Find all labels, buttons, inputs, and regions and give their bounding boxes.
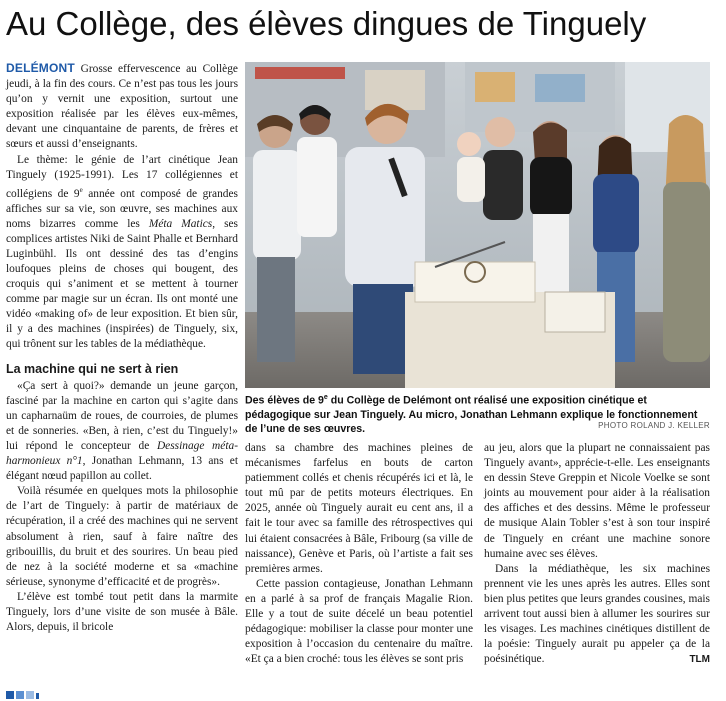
paragraph: «Ça sert à quoi?» demande un jeune garçon, fasciné par la machine en carton qui s’agite dans un capharnaüm de roues, de courroies, de plumes et de sonneries. «Ben, à rien, c’est du Tinguely!» lui répond le concepteur de Dessinage méta-harmonieux n°1, Jonathan Lehmann, 13 ans et élégant nœud papillon au collet.: [6, 379, 238, 483]
article-photo: [245, 62, 710, 388]
dateline: DELÉMONT: [6, 61, 75, 75]
author-signature: TLM: [689, 654, 710, 666]
subheading: La machine qui ne sert à rien: [6, 361, 179, 376]
photo-credit: PHOTO ROLAND J. KELLER: [598, 421, 710, 430]
article-column-2: [245, 441, 473, 667]
paragraph-text: Grosse effervescence au Collège jeudi, à la fin des cours. Ce n’est pas tous les jours qu’on y vernit une exposition, surtout une exposition réalisée par les élèves eux-mêmes, devant une cinquantaine de parents, de frères et sœurs et aussi d’enseignants.: [6, 63, 238, 151]
paragraph: [6, 61, 238, 153]
paragraph: Cette passion contagieuse, Jonathan Lehmann en a parlé à sa prof de français Magalie Rion. Elle y a tout de suite décelé un beau potentiel pédagogique: mobiliser la classe pour monter une exposition à l’occasion du centenaire du maître. «Et ça a bien croché: tous les élèves se sont pris: [245, 577, 473, 666]
article-column-1: [6, 61, 238, 635]
students-exhibition-photo: [245, 62, 710, 388]
paragraph: Le thème: le génie de l’art cinétique Jean Tinguely (1925-1991). Les 17 collégiennes et collégiens de 9e année ont composé de grandes affiches sur sa vie, son œuvre, ses machines aux noms bizarres comme les Méta Matics, ses complices artistes Niki de Saint Phalle et Bernhard Luginbühl. Ils ont dessiné des tas d’engins loufoques pleins de choses qui bougent, des croquis qui s’animent et se mettent à tourner comme par magie sur un écran. Ils ont monté une vidéo «making of» de leur exposition. Et bien sûr, il y a des machines (inspirées) de Tinguely, six, qui trônent sur les tables de la médiathèque.: [6, 153, 238, 351]
paragraph: dans sa chambre des machines pleines de mécanismes farfelus en bouts de carton patiemment collés et chenis récupérés ici et là, le tout mû par de petits moteurs électriques. En 2025, année où Tinguely aurait eu cent ans, il a fait le tour avec sa famille des rétrospectives qui lui étaient consacrées à Bâle, Fribourg (sa ville de naissance), Genève et Paris, où l’artiste a fait ses premières armes.: [245, 442, 473, 575]
headline: Au Collège, des élèves dingues de Tinguely: [6, 5, 647, 42]
paragraph: L’élève est tombé tout petit dans la marmite Tinguely, lors d’une visite de son musée à Bâle. Alors, depuis, il bricole: [6, 590, 238, 634]
paragraph: au jeu, alors que la plupart ne connaissaient pas Tinguely avant», apprécie-t-elle. Les enseignants en dessin Steve Greppin et Nicole Voelke se sont joints au mouvement pour aider à la réalisation des affiches et des dessins. Même le professeur de musique Alain Tobler s’est à son tour inspiré de Tinguely en créant une machine sonore humaine avec ses élèves.: [484, 442, 710, 560]
publication-logo-icon: [6, 691, 46, 699]
photo-caption: Des élèves de 9e du Collège de Delémont ont réalisé une exposition cinétique et pédagogique sur Jean Tinguely. Au micro, Jonathan Lehmann explique le fonctionnement de l’une de ses œuvres.: [245, 394, 698, 435]
paragraph: Voilà résumée en quelques mots la philosophie de l’art de Tinguely: à partir de matériaux de récupération, il a créé des machines qui ne servent absolument à rien, sauf à faire naître des gribouillis, du bruit et des sourires. Un beau pied de nez à la société moderne et sa «machine sérieuse, synonyme d’efficacité et de progrès».: [6, 485, 238, 588]
article-column-3: [484, 441, 710, 667]
paragraph: Dans la médiathèque, les six machines prennent vie les unes après les autres. Elles sont bien plus petites que leurs grandes cousines, mais arrivent tout aussi bien à allumer les sourires sur les visages. Les machines cinétiques distillent de la poésie: Tinguely aurait pu appeler ça de la poésinétique. TLM: [484, 562, 710, 668]
